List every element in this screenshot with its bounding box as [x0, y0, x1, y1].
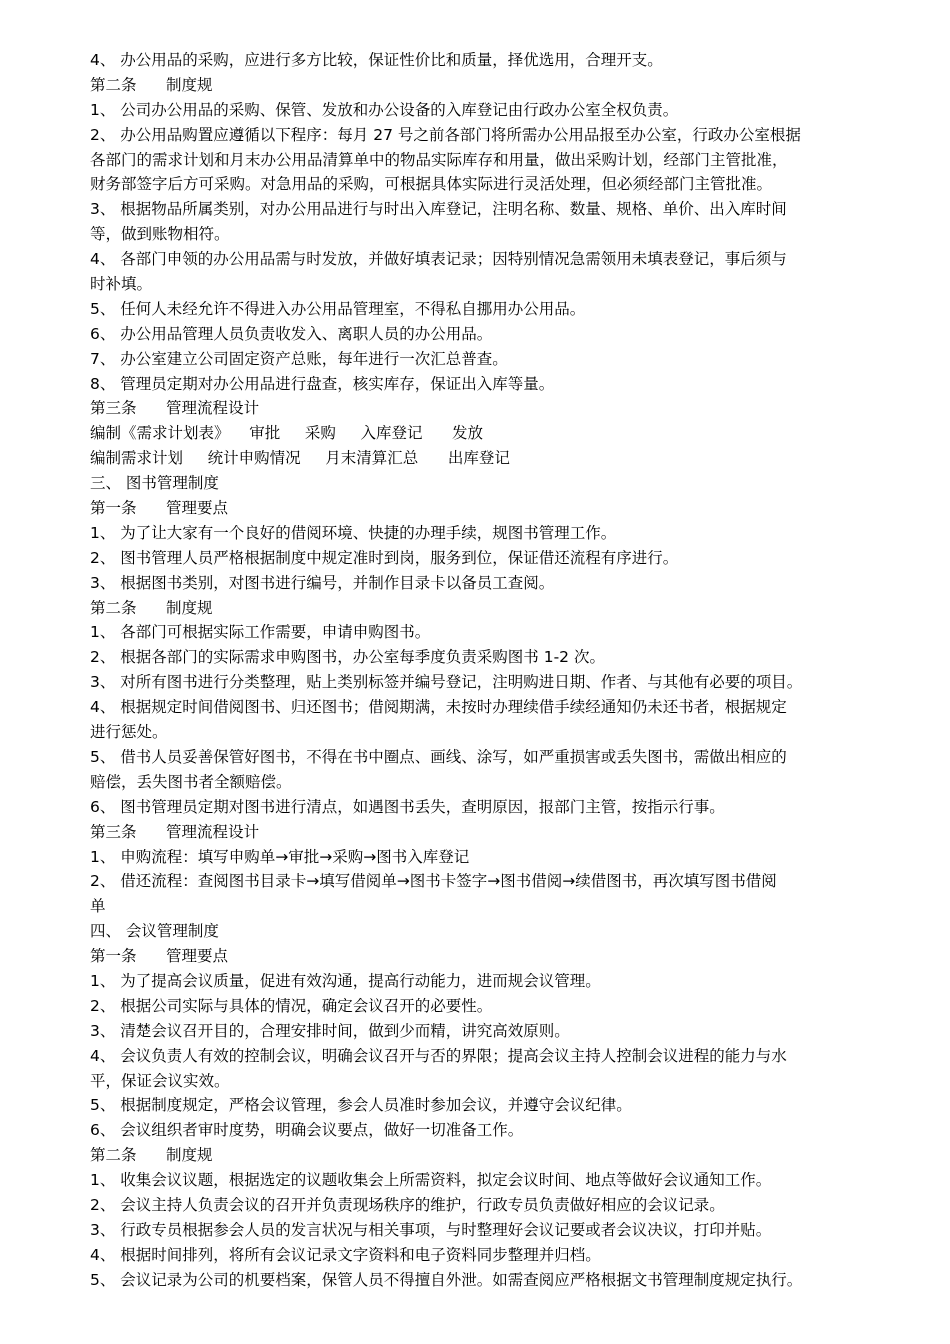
text-line: 平，保证会议实效。: [90, 1071, 230, 1090]
text-line: 编制《需求计划表》 审批 采购 入库登记 发放: [90, 424, 484, 443]
text-line: 各部门的需求计划和月末办公用品清算单中的物品实际库存和用量，做出采购计划，经部门主管批准，: [90, 150, 788, 169]
text-line: 等，做到账物相符。: [90, 225, 230, 244]
text-line: 第三条 管理流程设计: [90, 399, 260, 418]
text-line: 时补填。: [90, 275, 153, 294]
text-line: 进行惩处。: [90, 723, 168, 742]
text-line: 第二条 制度规: [90, 75, 213, 94]
text-line: 4、 各部门申领的办公用品需与时发放，并做好填表记录；因特别情况急需领用未填表登记，事后须与: [90, 250, 787, 269]
text-line: 2、 图书管理人员严格根据制度中规定准时到岗，服务到位，保证借还流程有序进行。: [90, 548, 679, 567]
text-line: 1、 收集会议议题，根据选定的议题收集会上所需资料，拟定会议时间、地点等做好会议通知工作。: [90, 1171, 772, 1190]
text-line: 四、 会议管理制度: [90, 922, 219, 941]
text-line: 第三条 管理流程设计: [90, 822, 260, 841]
text-line: 编制需求计划 统计申购情况 月末清算汇总 出库登记: [90, 449, 510, 468]
text-line: 财务部签字后方可采购。对急用品的采购，可根据具体实际进行灵活处理，但必须经部门主管批准。: [90, 175, 773, 194]
text-line: 1、 申购流程：填写申购单→审批→采购→图书入库登记: [90, 847, 470, 866]
text-line: 4、 办公用品的采购，应进行多方比较，保证性价比和质量，择优选用，合理开支。: [90, 51, 663, 69]
text-line: 5、 会议记录为公司的机要档案，保管人员不得擅自外泄。如需查阅应严格根据文书管理制度规定执行。: [90, 1270, 803, 1289]
text-line: 3、 清楚会议召开目的，合理安排时间，做到少而精，讲究高效原则。: [90, 1021, 570, 1040]
text-line: 3、 对所有图书进行分类整理，贴上类别标签并编号登记，注明购进日期、作者、与其他有必要的项目。: [90, 673, 803, 692]
text-line: 1、 为了提高会议质量，促进有效沟通，提高行动能力，进而规会议管理。: [90, 971, 601, 990]
text-line: 2、 根据公司实际与具体的情况，确定会议召开的必要性。: [90, 996, 493, 1015]
text-line: 4、 根据规定时间借阅图书、归还图书；借阅期满，未按时办理续借手续经通知仍未还书者，根据规定: [90, 698, 787, 717]
text-line: 3、 根据物品所属类别，对办公用品进行与时出入库登记，注明名称、数量、规格、单价、出入库时间: [90, 200, 787, 219]
text-line: 5、 借书人员妥善保管好图书，不得在书中圈点、画线、涂写，如严重损害或丢失图书，需做出相应的: [90, 747, 787, 766]
text-line: 6、 图书管理员定期对图书进行清点，如遇图书丢失，查明原因，报部门主管，按指示行事。: [90, 797, 725, 816]
text-line: 2、 借还流程：查阅图书目录卡→填写借阅单→图书卡签字→图书借阅→续借图书，再次填写图书借阅: [90, 872, 777, 891]
text-line: 1、 为了让大家有一个良好的借阅环境、快捷的办理手续，规图书管理工作。: [90, 523, 617, 542]
text-line: 3、 根据图书类别，对图书进行编号，并制作目录卡以备员工查阅。: [90, 573, 555, 592]
text-line: 4、 根据时间排列，将所有会议记录文字资料和电子资料同步整理并归档。: [90, 1245, 601, 1264]
text-line: 5、 根据制度规定，严格会议管理，参会人员准时参加会议，并遵守会议纪律。: [90, 1096, 632, 1115]
text-line: 第一条 管理要点: [90, 499, 229, 518]
text-line: 三、 图书管理制度: [90, 474, 219, 493]
text-line: 6、 办公用品管理人员负责收发入、离职人员的办公用品。: [90, 324, 493, 343]
text-line: 1、 各部门可根据实际工作需要，申请申购图书。: [90, 623, 431, 642]
document-body: [90, 48, 860, 1293]
text-line: 第一条 管理要点: [90, 947, 229, 966]
text-line: 4、 会议负责人有效的控制会议，明确会议召开与否的界限；提高会议主持人控制会议进程的能力与水: [90, 1046, 787, 1065]
text-line: 第二条 制度规: [90, 598, 213, 617]
text-line: 第二条 制度规: [90, 1146, 213, 1165]
text-line: 2、 会议主持人负责会议的召开并负责现场秩序的维护，行政专员负责做好相应的会议记录。: [90, 1195, 725, 1214]
text-line: 2、 办公用品购置应遵循以下程序：每月 27 号之前各部门将所需办公用品报至办公室，行政办公室根据: [90, 125, 801, 144]
text-line: 2、 根据各部门的实际需求申购图书，办公室每季度负责采购图书 1-2 次。: [90, 648, 605, 667]
text-line: 3、 行政专员根据参会人员的发言状况与相关事项，与时整理好会议记要或者会议决议，打印并贴。: [90, 1220, 772, 1239]
text-line: 1、 公司办公用品的采购、保管、发放和办公设备的入库登记由行政办公室全权负责。: [90, 100, 679, 119]
text-line: 单: [90, 897, 106, 916]
text-line: 8、 管理员定期对办公用品进行盘查，核实库存，保证出入库等量。: [90, 374, 555, 393]
text-line: 赔偿，丢失图书者全额赔偿。: [90, 772, 292, 791]
text-line: 6、 会议组织者审时度势，明确会议要点，做好一切准备工作。: [90, 1121, 524, 1140]
text-line: 7、 办公室建立公司固定资产总账，每年进行一次汇总普查。: [90, 349, 508, 368]
text-line: 5、 任何人未经允许不得进入办公用品管理室，不得私自挪用办公用品。: [90, 299, 586, 318]
